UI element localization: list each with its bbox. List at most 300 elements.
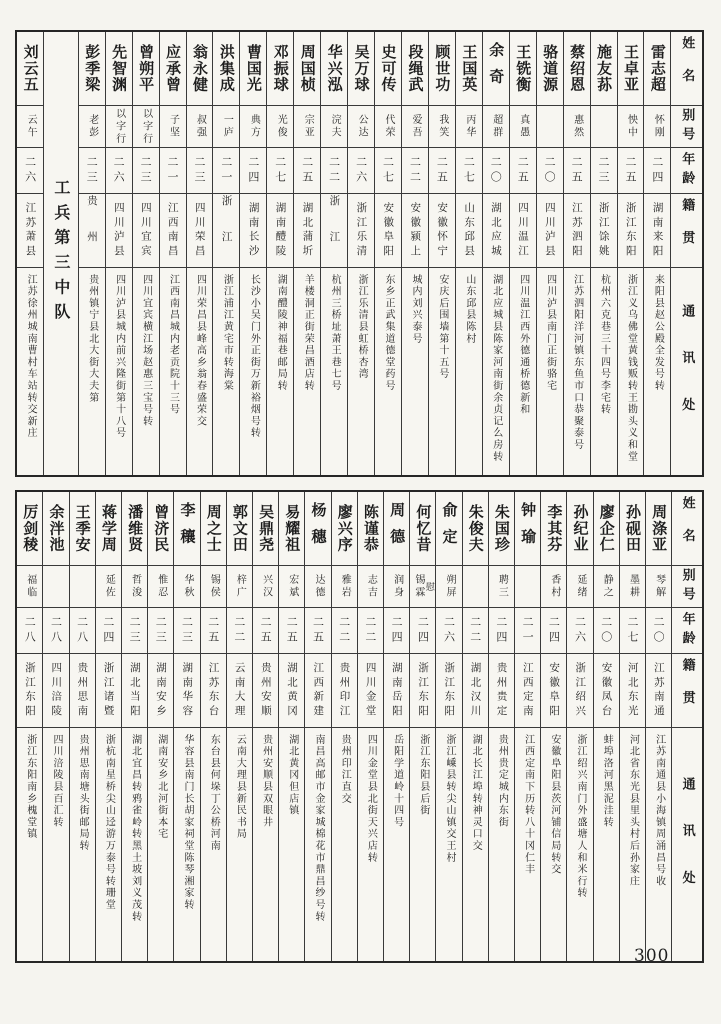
member-age: 二二 — [408, 155, 422, 186]
member-name-cell — [564, 32, 590, 106]
member-column — [536, 32, 563, 475]
member-address: 浙江东阳南乡槐堂镇 — [24, 734, 36, 841]
member-alias-cell — [483, 106, 509, 148]
member-native-cell — [646, 654, 671, 728]
member-native-cell — [541, 654, 566, 728]
header-label-alias: 别号 — [679, 567, 695, 606]
member-name-cell — [148, 492, 173, 566]
member-address-cell — [537, 268, 563, 475]
member-address-cell — [429, 268, 455, 475]
member-alias-cell — [133, 106, 159, 148]
member-native: 江西南昌 — [166, 202, 179, 259]
member-address-cell — [591, 268, 617, 475]
member-column — [239, 32, 266, 475]
member-native: 安徽阜阳 — [548, 662, 561, 719]
member-address: 长沙小吴门外正街万新裕烟号转 — [248, 274, 260, 440]
member-age-cell — [644, 148, 670, 194]
member-native: 湖南长沙 — [247, 202, 260, 259]
member-name-cell — [17, 32, 43, 106]
member-alias: 琴解 — [653, 574, 665, 599]
member-address: 湖北黄冈但店镇 — [286, 734, 298, 817]
member-native: 贵州 — [85, 194, 98, 267]
member-native: 江苏萧县 — [24, 202, 37, 259]
member-age-cell — [456, 148, 482, 194]
member-age: 二三 — [139, 155, 153, 186]
member-address-cell — [332, 728, 357, 961]
member-name-cell — [96, 492, 121, 566]
member-native: 贵州贵定 — [495, 662, 508, 719]
member-name-cell — [620, 492, 645, 566]
member-name: 洪集成 — [217, 44, 236, 93]
member-alias-cell — [375, 106, 401, 148]
member-alias-cell — [436, 566, 461, 608]
member-address-cell — [436, 728, 461, 961]
member-age-cell — [201, 608, 226, 654]
member-column — [428, 32, 455, 475]
member-name-cell — [332, 492, 357, 566]
member-address: 湖南安乡北河街本宅 — [155, 734, 167, 841]
member-name: 李其芬 — [545, 504, 564, 553]
member-address-cell — [294, 268, 320, 475]
member-age-cell — [463, 608, 488, 654]
member-native: 安徽怀宁 — [436, 202, 449, 259]
member-alias-cell — [321, 106, 347, 148]
member-alias-cell — [17, 566, 42, 608]
member-native-cell — [510, 194, 536, 268]
member-native: 浙江 — [328, 194, 341, 267]
member-name-cell — [240, 32, 266, 106]
member-address: 浙江嵊县转尖山镇交王村 — [444, 734, 456, 864]
member-name: 曾朔平 — [137, 44, 156, 93]
member-age: 二〇 — [652, 615, 666, 646]
member-native-cell — [537, 194, 563, 268]
member-address-cell — [402, 268, 428, 475]
member-column — [331, 492, 357, 961]
member-alias: 一庐 — [221, 114, 233, 139]
member-age: 二五 — [285, 615, 299, 646]
member-native: 安徽凤台 — [600, 662, 613, 719]
member-alias-cell — [305, 566, 330, 608]
member-age: 二五 — [435, 155, 449, 186]
header-label-alias: 别号 — [679, 107, 695, 146]
member-column — [95, 492, 121, 961]
member-column — [435, 492, 461, 961]
member-alias: 兴汉 — [260, 574, 272, 599]
member-name-cell — [348, 32, 374, 106]
member-name: 施友荪 — [595, 44, 614, 93]
member-column — [488, 492, 514, 961]
member-native: 浙江乐清 — [355, 202, 368, 259]
member-name-cell — [227, 492, 252, 566]
member-name: 先智渊 — [110, 44, 129, 93]
member-age-cell — [321, 148, 347, 194]
member-column — [401, 32, 428, 475]
header-cell-alias — [672, 566, 702, 608]
member-alias-cell — [174, 566, 199, 608]
member-age-cell — [429, 148, 455, 194]
member-alias: 怀刚 — [652, 114, 664, 139]
member-alias-cell — [267, 106, 293, 148]
section-label-column — [43, 32, 78, 475]
member-column — [374, 32, 401, 475]
member-column — [147, 492, 173, 961]
member-address-cell — [201, 728, 226, 961]
member-age-cell — [17, 608, 42, 654]
member-address: 浙江浦江黄宅市转海棠 — [221, 274, 233, 392]
member-name-cell — [644, 32, 670, 106]
member-native: 河北东光 — [626, 662, 639, 719]
member-address: 四川泸县南门正街骆宅 — [544, 274, 556, 392]
header-cell-age — [672, 608, 702, 654]
member-name: 彭季梁 — [83, 44, 102, 93]
member-column — [455, 32, 482, 475]
member-native: 湖北蒲圻 — [301, 202, 314, 259]
member-name-cell — [436, 492, 461, 566]
member-name-cell — [594, 492, 619, 566]
member-age: 二三 — [154, 615, 168, 646]
member-name-cell — [375, 32, 401, 106]
member-native: 安徽颍上 — [409, 202, 422, 259]
member-age-cell — [591, 148, 617, 194]
member-alias: 锡侯 — [208, 574, 220, 599]
member-native-cell — [358, 654, 383, 728]
member-address: 四川温江西外德通桥德新和 — [517, 274, 529, 416]
member-name-cell — [294, 32, 320, 106]
member-alias: 聘三 — [496, 574, 508, 599]
member-alias: 光俊 — [275, 114, 287, 139]
member-alias: 哲浚 — [129, 574, 141, 599]
member-native: 四川泸县 — [112, 202, 125, 259]
member-name-cell — [279, 492, 304, 566]
member-name: 曾济民 — [152, 504, 171, 553]
member-address-cell — [567, 728, 592, 961]
member-age: 二七 — [462, 155, 476, 186]
member-name-cell — [402, 32, 428, 106]
member-alias-cell — [201, 566, 226, 608]
member-alias: 延绪 — [575, 574, 587, 599]
member-name: 余奇 — [487, 42, 506, 95]
member-address: 羊楼洞正街荣昌酒店转 — [302, 274, 314, 392]
member-alias-cell — [429, 106, 455, 148]
member-name: 潘维贤 — [126, 504, 145, 553]
member-address: 山东邱县陈村 — [463, 274, 475, 345]
member-name-cell — [591, 32, 617, 106]
member-address: 东台县何垛丁公桥河南 — [208, 734, 220, 852]
member-column — [320, 32, 347, 475]
member-age: 二一 — [166, 155, 180, 186]
header-label-name: 姓名 — [679, 496, 695, 561]
member-age: 二五 — [516, 155, 530, 186]
member-alias-cell — [187, 106, 213, 148]
member-native-cell — [96, 654, 121, 728]
member-alias-cell — [591, 106, 617, 148]
member-name: 史可传 — [379, 44, 398, 93]
member-alias-cell — [567, 566, 592, 608]
member-address-cell — [106, 268, 132, 475]
member-age-cell — [567, 608, 592, 654]
member-age-cell — [358, 608, 383, 654]
member-age: 二〇 — [599, 615, 613, 646]
member-age-cell — [594, 608, 619, 654]
member-age-cell — [305, 608, 330, 654]
member-name: 雷志超 — [648, 44, 667, 93]
member-alias: 叔强 — [194, 114, 206, 139]
member-alias-cell — [644, 106, 670, 148]
member-name: 廖企仁 — [597, 504, 616, 553]
member-address: 蚌埠洛河黑泥洼转 — [601, 734, 613, 829]
member-alias-cell — [17, 106, 43, 148]
member-address: 湖北长江埠转神灵口交 — [470, 734, 482, 852]
member-alias-cell — [620, 566, 645, 608]
member-alias: 锡霖 — [412, 574, 424, 599]
member-column — [357, 492, 383, 961]
member-age-cell — [384, 608, 409, 654]
member-name-cell — [489, 492, 514, 566]
member-native: 山东邱县 — [463, 202, 476, 259]
table-header-column — [671, 492, 702, 961]
member-native: 四川荣昌 — [193, 202, 206, 259]
member-name-cell — [213, 32, 239, 106]
member-alias-cell — [594, 566, 619, 608]
member-native: 江西定南 — [521, 662, 534, 719]
member-native: 四川金堂 — [364, 662, 377, 719]
member-age: 二一 — [521, 615, 535, 646]
section-label-text: 工兵第三中队 — [51, 179, 71, 328]
header-cell-name — [671, 32, 702, 106]
member-name-cell — [358, 492, 383, 566]
member-address-cell — [305, 728, 330, 961]
member-name: 俞定 — [440, 502, 459, 555]
member-column — [643, 32, 670, 475]
member-column — [226, 492, 252, 961]
header-cell-address — [671, 268, 702, 475]
member-name-cell — [618, 32, 644, 106]
member-age-cell — [564, 148, 590, 194]
member-address-cell — [489, 728, 514, 961]
member-address: 安徽阜阳县茨河铺信局转交 — [548, 734, 560, 876]
member-age-cell — [541, 608, 566, 654]
member-age: 二六 — [354, 155, 368, 186]
member-native: 浙江诸暨 — [102, 662, 115, 719]
member-age-cell — [436, 608, 461, 654]
member-age: 二四 — [390, 615, 404, 646]
registry-table-bottom — [15, 490, 704, 963]
member-column — [482, 32, 509, 475]
member-address-cell — [213, 268, 239, 475]
member-age: 二五 — [623, 155, 637, 186]
member-name-cell — [201, 492, 226, 566]
member-age: 二七 — [381, 155, 395, 186]
member-age-cell — [489, 608, 514, 654]
member-name-cell — [70, 492, 95, 566]
member-column — [566, 492, 592, 961]
member-age: 二三 — [180, 615, 194, 646]
member-address: 贵州印江直交 — [339, 734, 351, 805]
member-name: 朱国珍 — [492, 504, 511, 553]
member-address: 江西定南下历转八十冈仁丰 — [522, 734, 534, 876]
member-address-cell — [79, 268, 105, 475]
member-age: 二二 — [337, 615, 351, 646]
member-column — [409, 492, 435, 961]
member-age-cell — [537, 148, 563, 194]
member-alias: 达德 — [313, 574, 324, 599]
member-alias: 云午 — [25, 114, 37, 139]
member-native: 四川涪陵 — [50, 662, 63, 719]
member-alias-cell — [253, 566, 278, 608]
member-age: 二七 — [625, 615, 639, 646]
member-alias: 真愚 — [517, 114, 529, 139]
member-address-cell — [620, 728, 645, 961]
member-native-cell — [106, 194, 132, 268]
member-column — [17, 32, 43, 475]
header-cell-alias — [671, 106, 702, 148]
member-address-cell — [510, 268, 536, 475]
member-native-cell — [591, 194, 617, 268]
member-native: 江西新建 — [312, 662, 325, 719]
member-address-cell — [240, 268, 266, 475]
member-alias: 代荣 — [383, 114, 395, 139]
member-address-cell — [96, 728, 121, 961]
member-age: 二七 — [273, 155, 287, 186]
member-address-cell — [187, 268, 213, 475]
member-alias: 志吉 — [365, 574, 377, 599]
member-address-cell — [410, 728, 435, 961]
member-age: 二三 — [85, 155, 99, 186]
member-native: 湖南醴陵 — [274, 202, 287, 259]
member-address: 四川金堂县北街天兴店转 — [365, 734, 377, 864]
table-header-column — [670, 32, 702, 475]
member-age-cell — [332, 608, 357, 654]
member-age-cell — [267, 148, 293, 194]
member-column — [383, 492, 409, 961]
member-column — [121, 492, 147, 961]
member-age-cell — [160, 148, 186, 194]
member-age-cell — [240, 148, 266, 194]
member-name: 蔡绍恩 — [568, 44, 587, 93]
page-number: 300 — [634, 946, 670, 966]
member-column — [540, 492, 566, 961]
member-native: 四川温江 — [516, 202, 529, 259]
member-address-cell — [17, 268, 43, 475]
member-column — [619, 492, 645, 961]
member-age-cell — [70, 608, 95, 654]
member-column — [304, 492, 330, 961]
member-address-cell — [483, 268, 509, 475]
member-native: 贵州思南 — [76, 662, 89, 719]
member-name: 王卓亚 — [621, 44, 640, 93]
member-address-cell — [279, 728, 304, 961]
member-age: 二三 — [128, 615, 142, 646]
member-address-cell — [148, 728, 173, 961]
member-alias-cell — [537, 106, 563, 148]
member-address-cell — [267, 268, 293, 475]
member-native-cell — [436, 654, 461, 728]
member-alias-cell — [402, 106, 428, 148]
member-name: 王国英 — [460, 44, 479, 93]
member-age: 二三 — [192, 155, 206, 186]
member-address-cell — [375, 268, 401, 475]
member-native-cell — [305, 654, 330, 728]
member-address-cell — [321, 268, 347, 475]
header-cell-native — [671, 194, 702, 268]
member-native: 浙江东阳 — [417, 662, 430, 719]
member-address: 云南大理县新民书局 — [234, 734, 246, 841]
member-address: 浙江东阳县后街 — [417, 734, 429, 817]
member-column — [617, 32, 644, 475]
member-address-cell — [564, 268, 590, 475]
header-cell-address — [672, 728, 702, 961]
member-column — [514, 492, 540, 961]
member-alias-cell — [564, 106, 590, 148]
member-age: 二五 — [311, 615, 325, 646]
member-native-cell — [644, 194, 670, 268]
member-native-cell — [620, 654, 645, 728]
member-name: 顾世功 — [433, 44, 452, 93]
member-native: 江苏东台 — [207, 662, 220, 719]
member-native-cell — [122, 654, 147, 728]
member-column — [17, 492, 42, 961]
member-alias-cell — [106, 106, 132, 148]
member-column — [590, 32, 617, 475]
member-name-cell — [567, 492, 592, 566]
member-native-cell — [160, 194, 186, 268]
member-alias-cell — [510, 106, 536, 148]
member-native-cell — [375, 194, 401, 268]
member-name-cell — [122, 492, 147, 566]
member-native: 浙江东阳 — [24, 662, 37, 719]
member-age-cell — [227, 608, 252, 654]
member-alias: 宗亚 — [302, 114, 314, 139]
member-name-cell — [384, 492, 409, 566]
member-alias-cell — [646, 566, 671, 608]
member-age-cell — [510, 148, 536, 194]
member-column — [42, 492, 68, 961]
member-column — [645, 492, 671, 961]
member-native-cell — [332, 654, 357, 728]
member-name-cell — [43, 492, 68, 566]
member-name: 李穰 — [178, 502, 197, 555]
member-name: 孙砚田 — [623, 504, 642, 553]
member-name: 孙纪业 — [571, 504, 590, 553]
member-column — [278, 492, 304, 961]
member-native-cell — [463, 654, 488, 728]
member-alias: 公达 — [356, 114, 368, 139]
member-age: 二〇 — [489, 155, 503, 186]
member-native: 浙江绍兴 — [574, 662, 587, 719]
member-name: 应承曾 — [164, 44, 183, 93]
header-label-age: 年龄 — [679, 151, 695, 190]
member-address: 四川宜宾横江场赵惠三宝号转 — [140, 274, 152, 428]
member-age-cell — [294, 148, 320, 194]
member-name: 段绳武 — [406, 44, 425, 93]
member-alias-cell — [456, 106, 482, 148]
member-alias: 子坚 — [167, 114, 179, 139]
member-native-cell — [17, 654, 42, 728]
member-alias: 我笑 — [436, 114, 448, 139]
member-age-cell — [375, 148, 401, 194]
member-native-cell — [174, 654, 199, 728]
member-column — [347, 32, 374, 475]
member-age: 二六 — [23, 155, 37, 186]
header-cell-age — [671, 148, 702, 194]
member-address-cell — [70, 728, 95, 961]
member-name: 王铣衡 — [514, 44, 533, 93]
member-native: 湖北汉川 — [469, 662, 482, 719]
member-name-cell — [160, 32, 186, 106]
member-alias: 超群 — [490, 114, 502, 139]
member-alias-cell — [213, 106, 239, 148]
header-label-native: 籍贯 — [679, 658, 695, 723]
